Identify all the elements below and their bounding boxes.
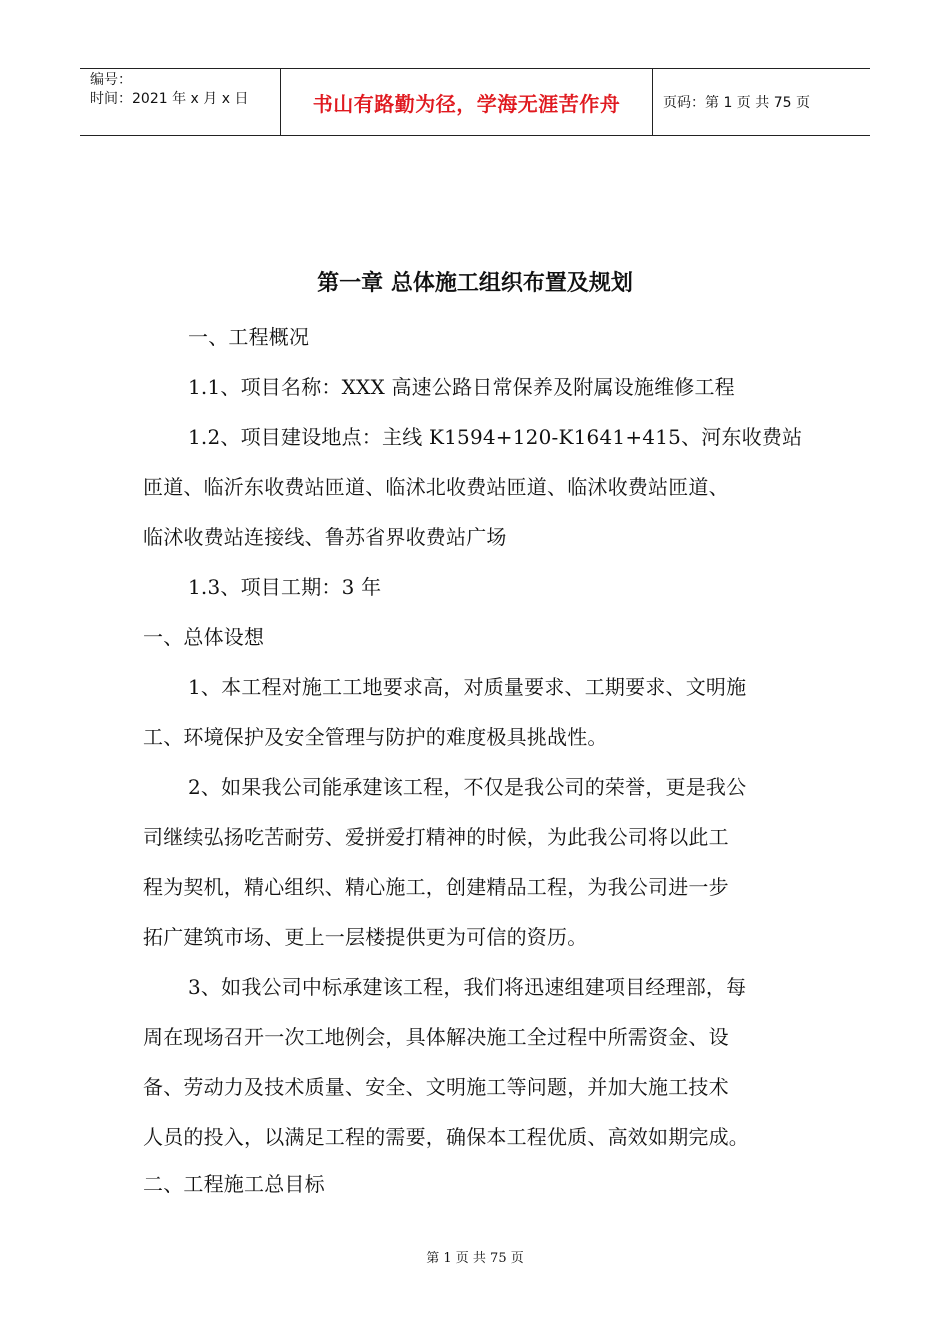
body-line: 工、环境保护及安全管理与防护的难度极具挑战性。 (143, 725, 608, 749)
header-page-info: 页码：第 1 页 共 75 页 (663, 95, 810, 111)
body-line: 司继续弘扬吃苦耐劳、爱拼爱打精神的时候，为此我公司将以此工 (143, 825, 729, 849)
time-label: 时间：2021 年 x 月 x 日 (90, 91, 249, 107)
body-line: 程为契机，精心组织、精心施工，创建精品工程，为我公司进一步 (143, 875, 729, 899)
body-line: 备、劳动力及技术质量、安全、文明施工等问题，并加大施工技术 (143, 1075, 729, 1099)
body-line: 3、如我公司中标承建该工程，我们将迅速组建项目经理部，每 (188, 975, 747, 999)
body-line: 周在现场召开一次工地例会，具体解决施工全过程中所需资金、设 (143, 1025, 729, 1049)
body-line: 1.1、项目名称：XXX 高速公路日常保养及附属设施维修工程 (188, 375, 735, 399)
body-line: 1、本工程对施工工地要求高，对质量要求、工期要求、文明施 (188, 675, 747, 699)
body-line: 匝道、临沂东收费站匝道、临沭北收费站匝道、临沭收费站匝道、 (143, 475, 729, 499)
document-header (80, 68, 870, 136)
body-line: 2、如果我公司能承建该工程，不仅是我公司的荣誉，更是我公 (188, 775, 747, 799)
page-footer: 第 1 页 共 75 页 (426, 1251, 524, 1266)
body-line: 1.2、项目建设地点：主线 K1594+120-K1641+415、河东收费站 (188, 425, 803, 449)
body-line: 拓广建筑市场、更上一层楼提供更为可信的资历。 (143, 925, 588, 949)
chapter-title: 第一章 总体施工组织布置及规划 (317, 271, 633, 296)
section-heading: 二、工程施工总目标 (143, 1172, 325, 1196)
body-line: 临沭收费站连接线、鲁苏省界收费站广场 (143, 525, 507, 549)
header-meta (80, 69, 281, 135)
body-line: 1.3、项目工期：3 年 (188, 575, 382, 599)
number-label: 编号： (90, 72, 132, 88)
section-heading: 一、总体设想 (143, 625, 265, 649)
header-motto: 书山有路勤为径，学海无涯苦作舟 (281, 69, 653, 135)
body-line: 人员的投入，以满足工程的需要，确保本工程优质、高效如期完成。 (143, 1125, 749, 1149)
section-heading: 一、工程概况 (188, 325, 310, 349)
